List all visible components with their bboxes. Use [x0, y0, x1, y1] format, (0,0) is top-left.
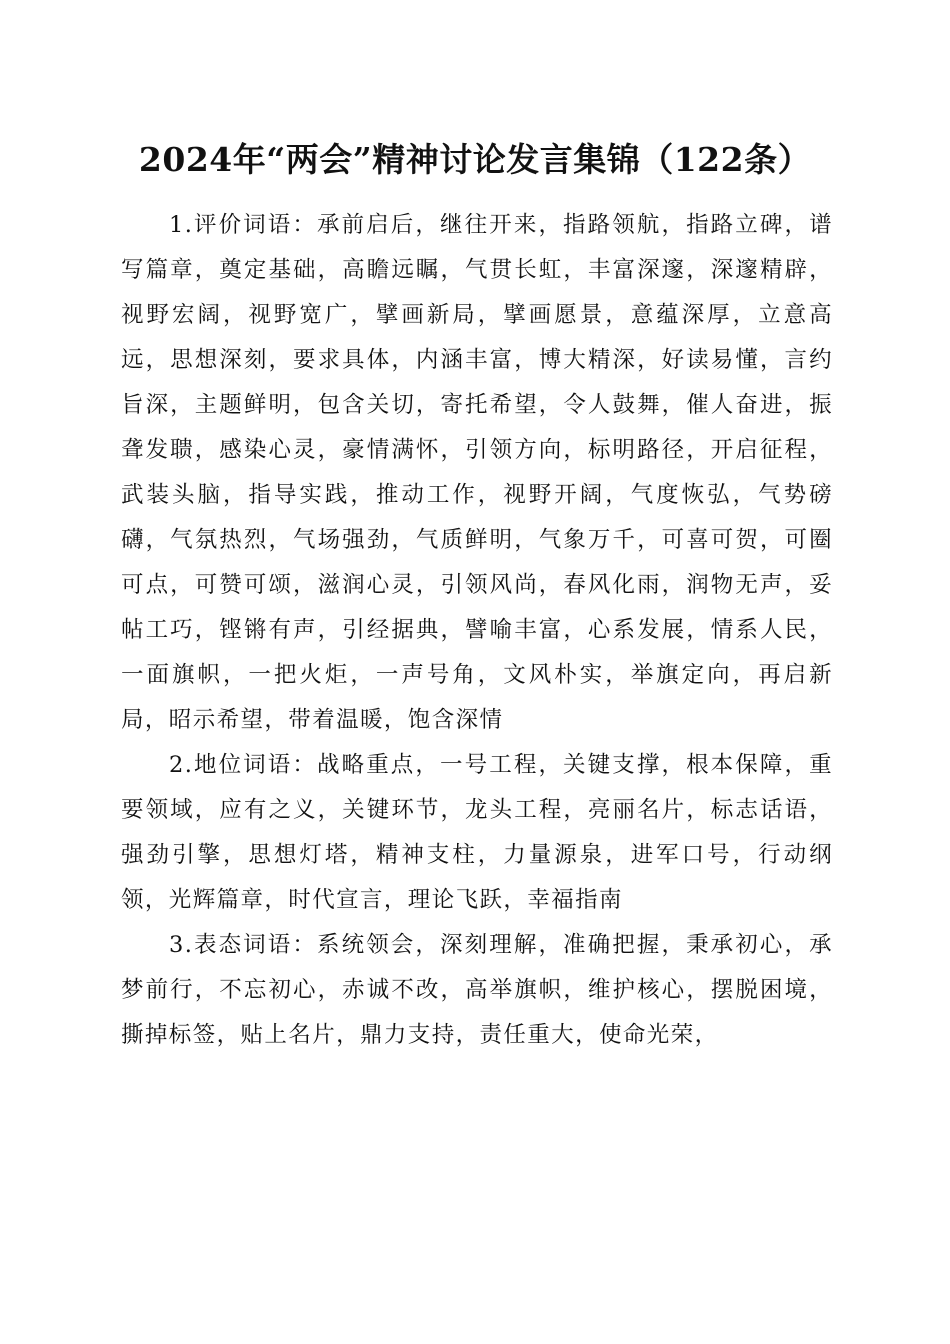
document-body: [121, 203, 833, 1058]
paragraph-attitude-terms: 3.表态词语：系统领会，深刻理解，准确把握，秉承初心，承梦前行，不忘初心，赤诚不改，高举旗帜，维护核心，摆脱困境，撕掉标签，贴上名片，鼎力支持，责任重大，使命光荣，: [121, 932, 833, 1048]
document-title: 2024年“两会”精神讨论发言集锦（122条）: [138, 140, 812, 179]
paragraph-evaluation-terms: 1.评价词语：承前启后，继往开来，指路领航，指路立碑，谱写篇章，奠定基础，高瞻远瞩，气贯长虹，丰富深邃，深邃精辟，视野宏阔，视野宽广，擘画新局，擘画愿景，意蕴深厚，立意高远，思想深刻，要求具体，内涵丰富，博大精深，好读易懂，言约旨深，主题鲜明，包含关切，寄托希望，令人鼓舞，催人奋进，振聋发聩，感染心灵，豪情满怀，引领方向，标明路径，开启征程，武装头脑，指导实践，推动工作，视野开阔，气度恢弘，气势磅礴，气氛热烈，气场强劲，气质鲜明，气象万千，可喜可贺，可圈可点，可赞可颂，滋润心灵，引领风尚，春风化雨，润物无声，妥帖工巧，铿锵有声，引经据典，譬喻丰富，心系发展，情系人民，一面旗帜，一把火炬，一声号角，文风朴实，举旗定向，再启新局，昭示希望，带着温暖，饱含深情: [121, 212, 833, 733]
paragraph-status-terms: 2.地位词语：战略重点，一号工程，关键支撑，根本保障，重要领域，应有之义，关键环节，龙头工程，亮丽名片，标志话语，强劲引擎，思想灯塔，精神支柱，力量源泉，进军口号，行动纲领，光辉篇章，时代宣言，理论飞跃，幸福指南: [121, 752, 833, 913]
